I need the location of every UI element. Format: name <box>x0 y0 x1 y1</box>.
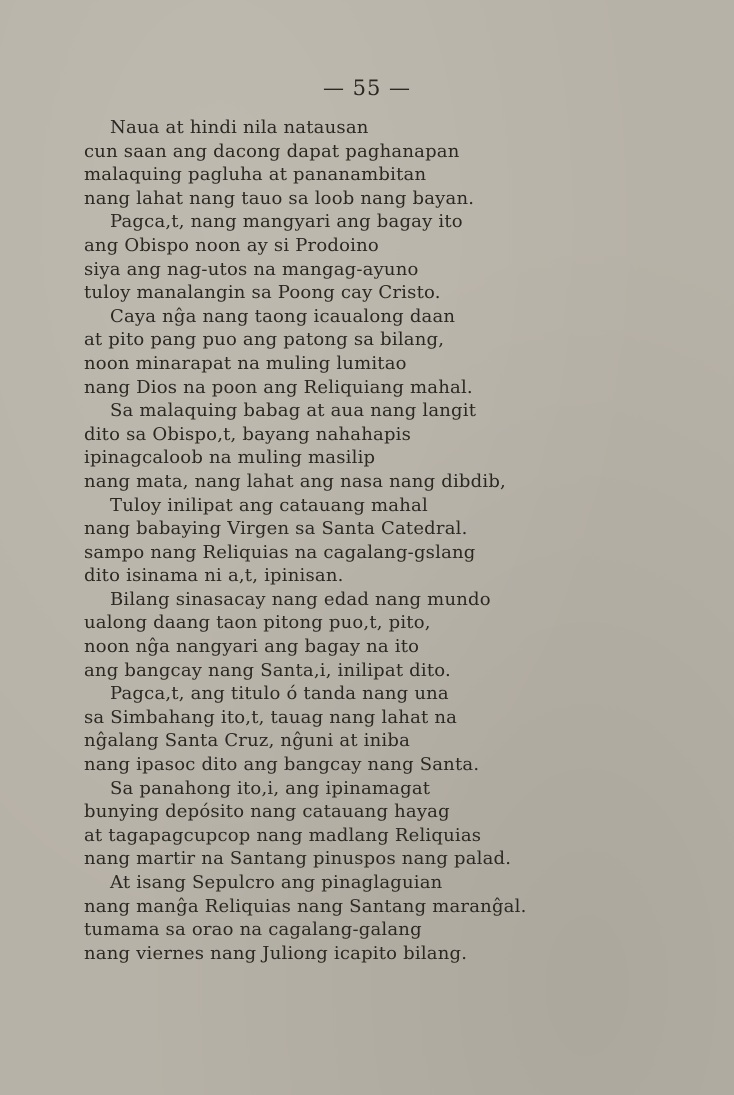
text-line: nang viernes nang Juliong icapito bilang. <box>84 942 468 964</box>
text-line: bunying depósito nang catauang hayag <box>84 801 450 823</box>
text-line: ualong daang taon pitong puo,t, pito, <box>84 612 431 634</box>
text-line: ipinagcaloob na muling masilip <box>84 447 376 469</box>
text-line: Tuloy inilipat ang catauang mahal <box>110 494 428 516</box>
text-line: Caya nĝa nang taong icaualong daan <box>110 305 456 327</box>
text-line: nang manĝa Reliquias nang Santang maranĝal. <box>84 895 527 917</box>
page-number: — 55 — <box>322 76 412 100</box>
text-line: Naua at hindi nila natausan <box>110 117 369 138</box>
text-line: tuloy manalangin sa Poong cay Cristo. <box>84 282 441 304</box>
text-line: ang Obispo noon ay si Prodoino <box>84 234 379 256</box>
text-line: Pagca,t, ang titulo ó tanda nang una <box>110 683 449 705</box>
text-line: nang mata, nang lahat ang nasa nang dibdib, <box>84 470 506 492</box>
text-line: Bilang sinasacay nang edad nang mundo <box>110 588 491 610</box>
text-line: siya ang nag-utos na mangag-ayuno <box>84 258 419 280</box>
text-line: noon minarapat na muling lumitao <box>84 352 407 374</box>
text-line: nang martir na Santang pinuspos nang palad. <box>84 848 512 870</box>
poem-text <box>84 116 684 965</box>
text-line: sampo nang Reliquias na cagalang-gslang <box>84 541 476 563</box>
text-line: At isang Sepulcro ang pinaglaguian <box>110 872 443 893</box>
text-line: nĝalang Santa Cruz, nĝuni at iniba <box>84 730 411 752</box>
text-line: ang bangcay nang Santa,i, inilipat dito. <box>84 659 451 681</box>
text-line: nang ipasoc dito ang bangcay nang Santa. <box>84 754 480 776</box>
text-line: dito isinama ni a,t, ipinisan. <box>84 565 344 587</box>
text-line: at pito pang puo ang patong sa bilang, <box>84 329 445 351</box>
text-line: Sa panahong ito,i, ang ipinamagat <box>110 777 431 799</box>
text-line: sa Simbahang ito,t, tauag nang lahat na <box>84 706 458 728</box>
text-line: nang lahat nang tauo sa loob nang bayan. <box>84 187 475 209</box>
text-line: dito sa Obispo,t, bayang nahahapis <box>84 423 412 445</box>
text-line: nang babaying Virgen sa Santa Catedral. <box>84 518 468 540</box>
text-line: tumama sa orao na cagalang-galang <box>84 919 422 941</box>
text-line: at tagapagcupcop nang madlang Reliquias <box>84 824 482 846</box>
text-line: noon nĝa nangyari ang bagay na ito <box>84 636 420 658</box>
text-line: cun saan ang dacong dapat paghanapan <box>84 140 460 162</box>
text-line: nang Dios na poon ang Reliquiang mahal. <box>84 376 473 398</box>
text-line: Sa malaquing babag at aua nang langit <box>110 400 477 422</box>
text-line: Pagca,t, nang mangyari ang bagay ito <box>110 211 463 233</box>
text-line: malaquing pagluha at pananambitan <box>84 164 427 186</box>
